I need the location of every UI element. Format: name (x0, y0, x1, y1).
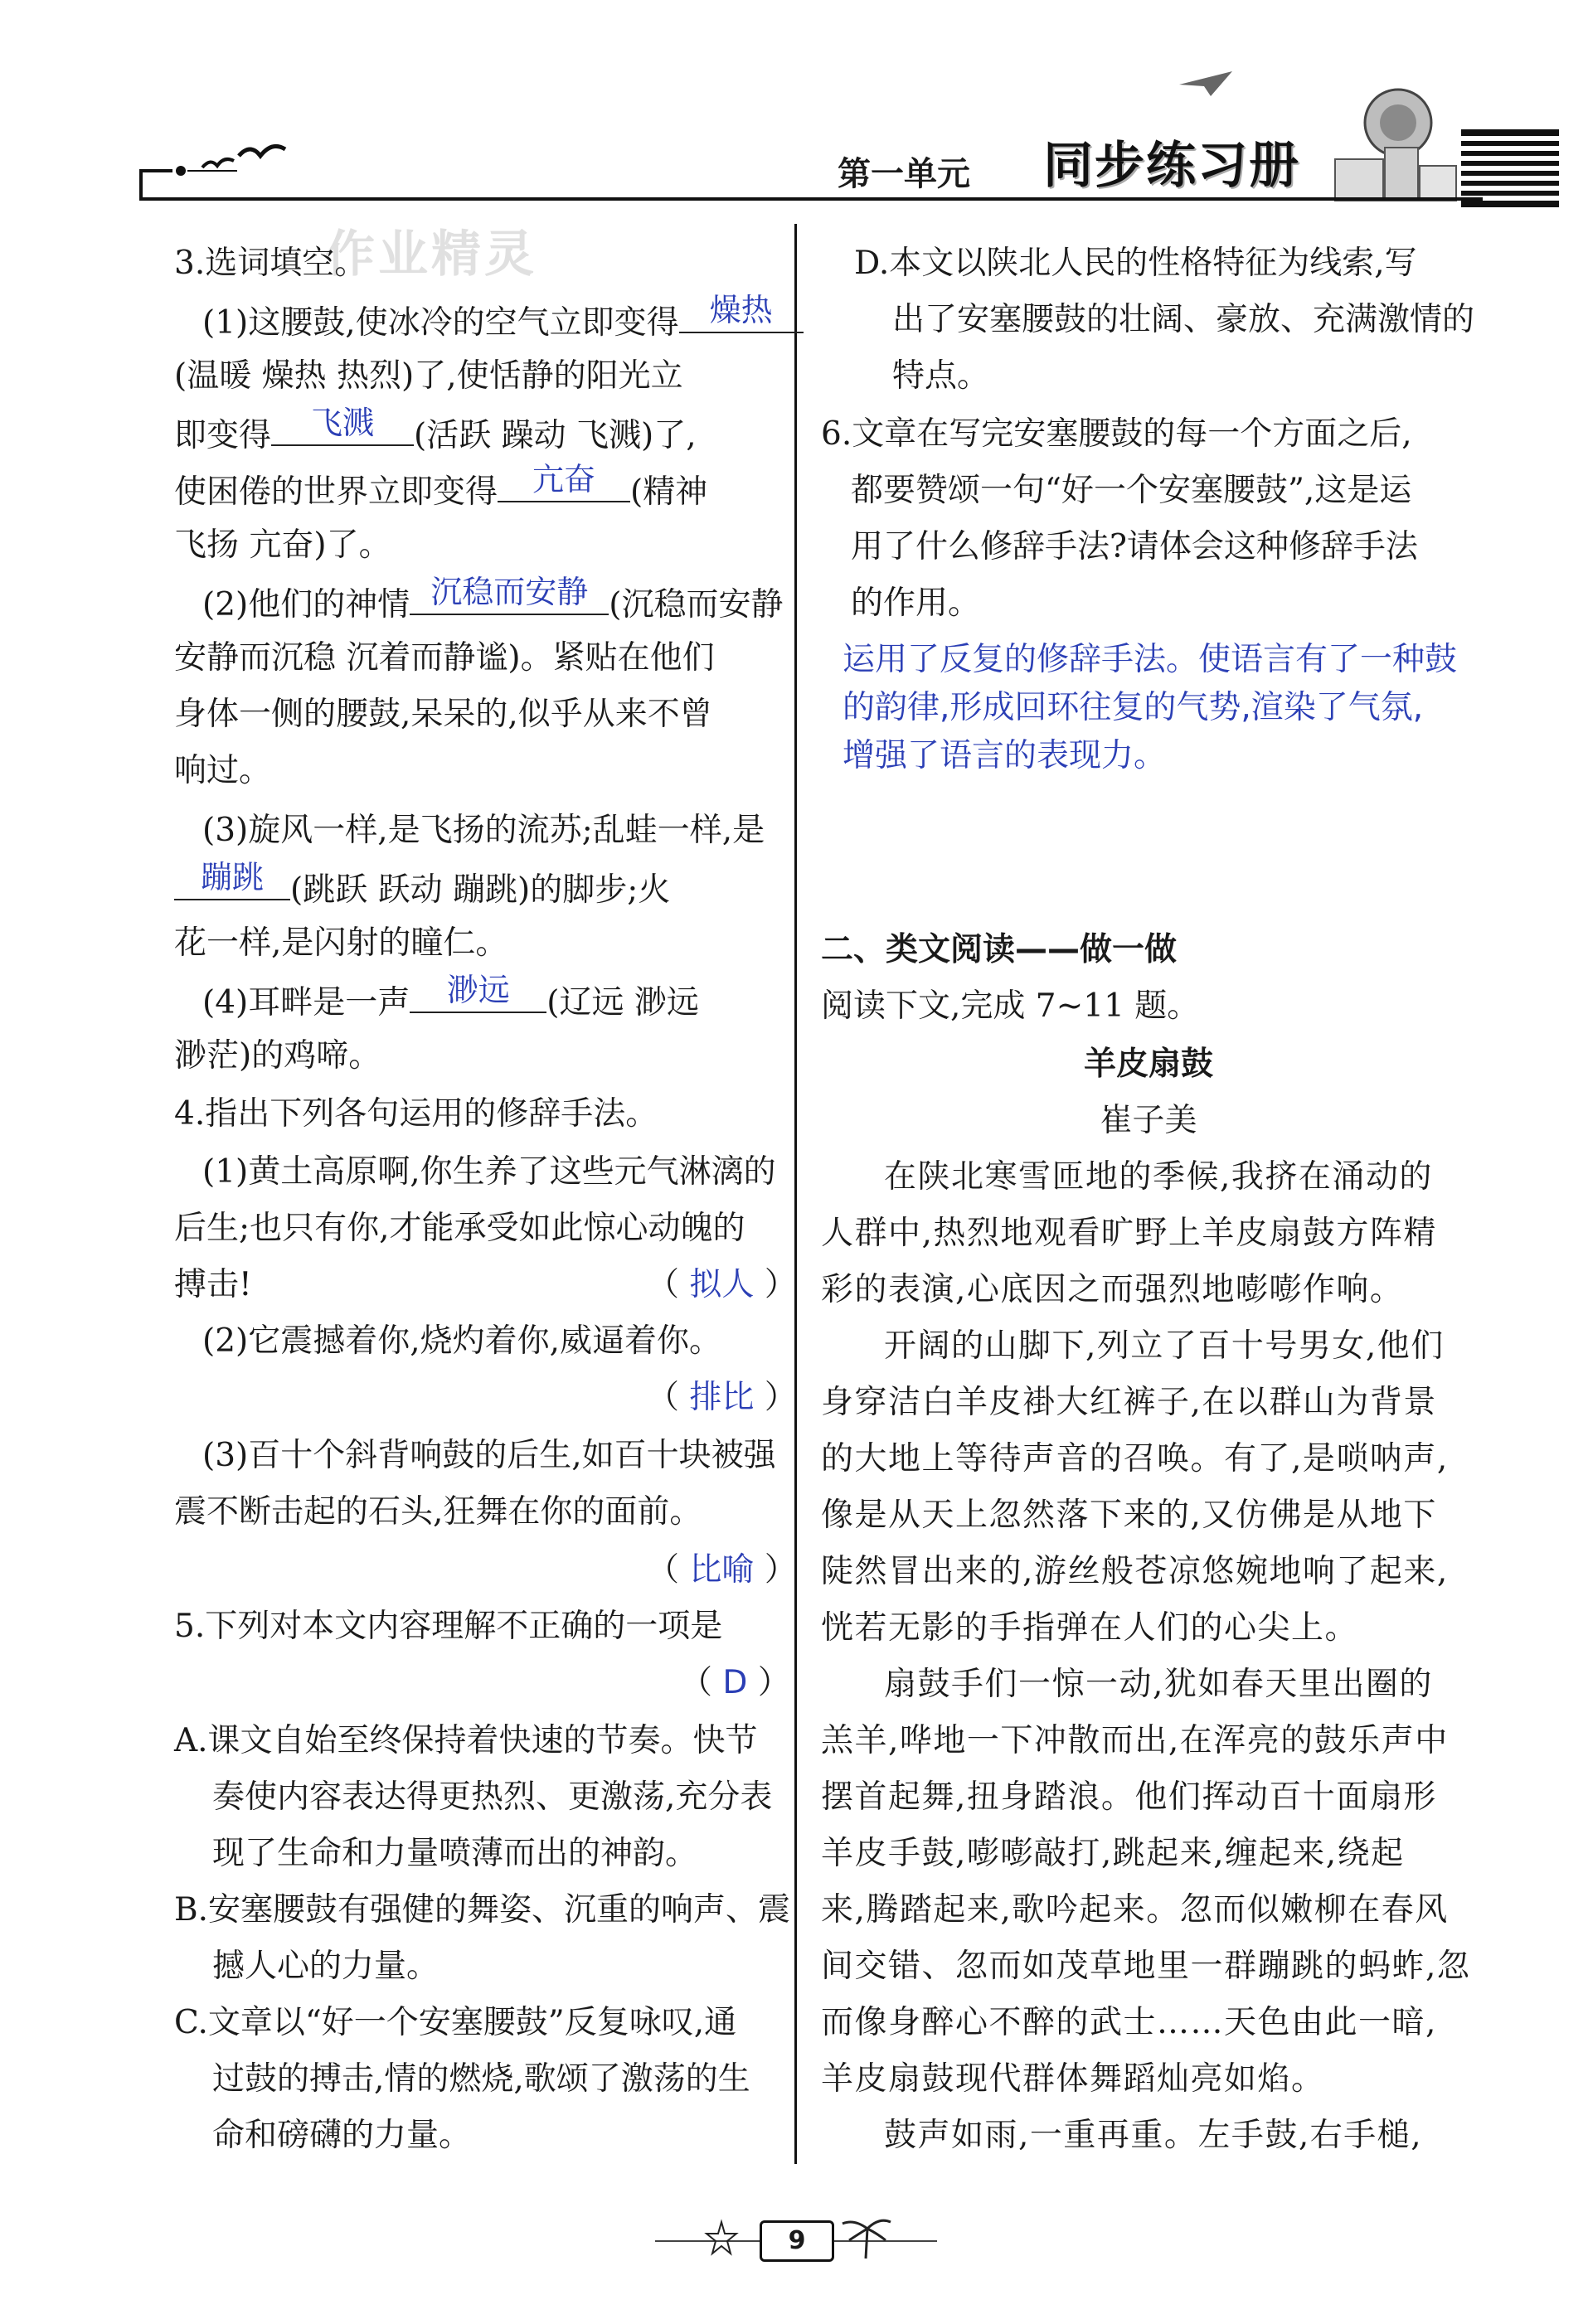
watermark: 作业精灵 (325, 226, 537, 284)
q3-blank-4[interactable] (410, 574, 609, 615)
q6-line1: 6.文章在写完安塞腰鼓的每一个方面之后, (821, 415, 1412, 453)
q3-answer-6: 渺远 (446, 972, 510, 1008)
q3-blank-1[interactable] (679, 292, 804, 333)
q6-answer-line3: 增强了语言的表现力。 (843, 737, 1167, 774)
birds-icon (199, 139, 290, 182)
q3-item1-line5: 飞扬 亢奋)了。 (174, 526, 391, 564)
q5-option-c-line2: 过鼓的搏击,情的燃烧,歌颂了激荡的生 (212, 2060, 750, 2098)
q5-answer-box[interactable]: （ D ） (680, 1664, 790, 1701)
q3-answer-4: 沉稳而安静 (430, 574, 589, 610)
q3-item1-line3: 即变得 飞溅 (活跃 躁动 飞溅)了, (174, 405, 697, 454)
paper-plane-icon (1178, 68, 1236, 101)
q5-option-d-line3: 特点。 (892, 357, 990, 395)
q5-answer: D (722, 1664, 748, 1701)
q6-answer-line1: 运用了反复的修辞手法。使语言有了一种鼓 (843, 641, 1458, 678)
q4-answer-2: 排比 (689, 1379, 755, 1416)
article-line: 陡然冒出来的,游丝般苍凉悠婉地响了起来, (821, 1553, 1449, 1590)
q3-item2-line1: (2)他们的神情 沉稳而安静 (沉稳而安静 (202, 574, 784, 623)
article-line: 摆首起舞,扭身踏浪。他们挥动百十面扇形 (821, 1778, 1437, 1816)
q5-option-a-line3: 现了生命和力量喷薄而出的神韵。 (212, 1835, 698, 1872)
column-divider (794, 224, 797, 2164)
star-ornament-icon (697, 2219, 746, 2260)
q3-answer-2: 飞溅 (311, 405, 375, 441)
q5-option-a-line2: 奏使内容表达得更热烈、更激荡,充分表 (212, 1778, 773, 1816)
q4-s3-line1: (3)百十个斜背响鼓的后生,如百十块被强 (202, 1437, 776, 1474)
q3-item2-line2: 安静而沉稳 沉着而静谧)。紧贴在他们 (174, 639, 715, 677)
q3-item1-line2: (温暖 燥热 热烈)了,使恬静的阳光立 (174, 357, 683, 395)
article-line: 间交错、忽而如茂草地里一群蹦跳的蚂蚱,忽 (821, 1948, 1471, 1985)
q6-line4: 的作用。 (851, 585, 981, 622)
q5-option-c-line3: 命和磅礴的力量。 (212, 2117, 472, 2154)
article-line: 羊皮手鼓,嘭嘭敲打,跳起来,缠起来,绕起 (821, 1835, 1405, 1872)
q5-option-b-line1[interactable]: B.安塞腰鼓有强健的舞姿、沉重的响声、震 (174, 1891, 791, 1929)
q6-line3: 用了什么修辞手法?请体会这种修辞手法 (851, 528, 1418, 565)
header-rule (139, 197, 1483, 201)
q3-title: 3.选词填空。 (174, 245, 367, 282)
q4-s1-line1: (1)黄土高原啊,你生养了这些元气淋漓的 (202, 1153, 776, 1191)
q3-answer-3: 亢奋 (532, 461, 596, 497)
q4-s1-line2: 后生;也只有你,才能承受如此惊心动魄的 (174, 1210, 745, 1247)
q3-item2-line3: 身体一侧的腰鼓,呆呆的,似乎从来不曾 (174, 696, 712, 733)
article-author: 崔子美 (1100, 1102, 1197, 1139)
q3-blank-6[interactable] (410, 972, 546, 1013)
q4-answer-1-box[interactable]: （ 拟人 ） (647, 1266, 797, 1303)
article-line: 羔羊,哗地一下冲散而出,在浑亮的鼓乐声中 (821, 1722, 1449, 1759)
q3-item3-line1: (3)旋风一样,是飞扬的流苏;乱蛙一样,是 (202, 812, 765, 849)
q4-answer-3: 比喻 (689, 1551, 755, 1589)
q3-answer-5: 蹦跳 (200, 859, 264, 895)
header-ornament-icon (1318, 83, 1459, 207)
q3-blank-2[interactable] (271, 405, 414, 446)
book-title: 同步练习册 (1043, 137, 1300, 195)
q3-item2-line4: 响过。 (174, 752, 272, 789)
q5-option-c-line1[interactable]: C.文章以“好一个安塞腰鼓”反复咏叹,通 (174, 2004, 737, 2041)
q5-title: 5.下列对本文内容理解不正确的一项是 (174, 1608, 723, 1645)
q4-s1-line3: 搏击! (174, 1266, 252, 1303)
q3-blank-5[interactable] (174, 859, 290, 900)
article-line: 像是从天上忽然落下来的,又仿佛是从地下 (821, 1497, 1437, 1534)
article-line: 身穿洁白羊皮褂大红裤子,在以群山为背景 (821, 1384, 1437, 1421)
article-line: 而像身醉心不醉的武士……天色由此一暗, (821, 2004, 1437, 2041)
q5-option-b-line2: 撼人心的力量。 (212, 1948, 439, 1985)
article-line: 恍若无影的手指弹在人们的心尖上。 (821, 1609, 1359, 1647)
article-line: 人群中,热烈地观看旷野上羊皮扇鼓方阵精 (821, 1215, 1437, 1252)
q4-s2-line1: (2)它震撼着你,烧灼着你,威逼着你。 (202, 1322, 722, 1360)
q4-answer-2-box[interactable]: （ 排比 ） (647, 1379, 797, 1416)
article-line: 彩的表演,心底因之而强烈地嘭嘭作响。 (821, 1271, 1404, 1308)
article-line: 扇鼓手们一惊一动,犹如春天里出圈的 (884, 1666, 1433, 1703)
article-title: 羊皮扇鼓 (1083, 1046, 1213, 1083)
article-line: 羊皮扇鼓现代群体舞蹈灿亮如焰。 (821, 2060, 1325, 2098)
q6-answer-line2: 的韵律,形成回环往复的气势,渲染了气氛, (843, 689, 1424, 726)
q4-answer-3-box[interactable]: （ 比喻 ） (647, 1551, 797, 1589)
page-number: 9 (760, 2220, 834, 2262)
q6-line2: 都要赞颂一句“好一个安塞腰鼓”,这是运 (851, 472, 1412, 509)
q5-option-a-line1[interactable]: A.课文自始至终保持着快速的节奏。快节 (174, 1722, 758, 1759)
article-line: 在陕北寒雪匝地的季候,我挤在涌动的 (884, 1158, 1433, 1196)
q3-answer-1: 燥热 (709, 292, 773, 328)
q3-blank-3[interactable] (498, 461, 630, 502)
q5-option-d-line2: 出了安塞腰鼓的壮阔、豪放、充满激情的 (892, 301, 1475, 338)
article-line: 来,腾踏起来,歌吟起来。忽而似嫩柳在春风 (821, 1891, 1449, 1929)
q4-title: 4.指出下列各句运用的修辞手法。 (174, 1095, 658, 1133)
q3-item3-line2: 蹦跳 (跳跃 跃动 蹦跳)的脚步;火 (174, 859, 670, 919)
q4-s3-line2: 震不断击起的石头,狂舞在你的面前。 (174, 1493, 702, 1531)
unit-label: 第一单元 (838, 155, 970, 193)
q3-item1-line4: 使困倦的世界立即变得 亢奋 (精神 (174, 461, 708, 511)
q5-option-d-line1[interactable]: D.本文以陕北人民的性格特征为线索,写 (854, 245, 1417, 282)
q3-item4-line2: 渺茫)的鸡啼。 (174, 1037, 381, 1075)
q4-answer-1: 拟人 (689, 1266, 755, 1303)
q3-item4-line1: (4)耳畔是一声 渺远 (辽远 渺远 (202, 972, 699, 1021)
article-line: 的大地上等待声音的召唤。有了,是唢呐声, (821, 1440, 1449, 1477)
q3-item1-line1: (1)这腰鼓,使冰冷的空气立即变得 燥热 (202, 292, 804, 352)
section-2-intro: 阅读下文,完成 7~11 题。 (821, 987, 1200, 1025)
article-line: 鼓声如雨,一重再重。左手鼓,右手槌, (884, 2117, 1423, 2154)
palm-ornament-icon (838, 2212, 896, 2262)
q3-item3-line3: 花一样,是闪射的瞳仁。 (174, 924, 508, 962)
article-line: 开阔的山脚下,列立了百十号男女,他们 (884, 1327, 1445, 1365)
section-2-title: 二、类文阅读——做一做 (821, 931, 1178, 968)
